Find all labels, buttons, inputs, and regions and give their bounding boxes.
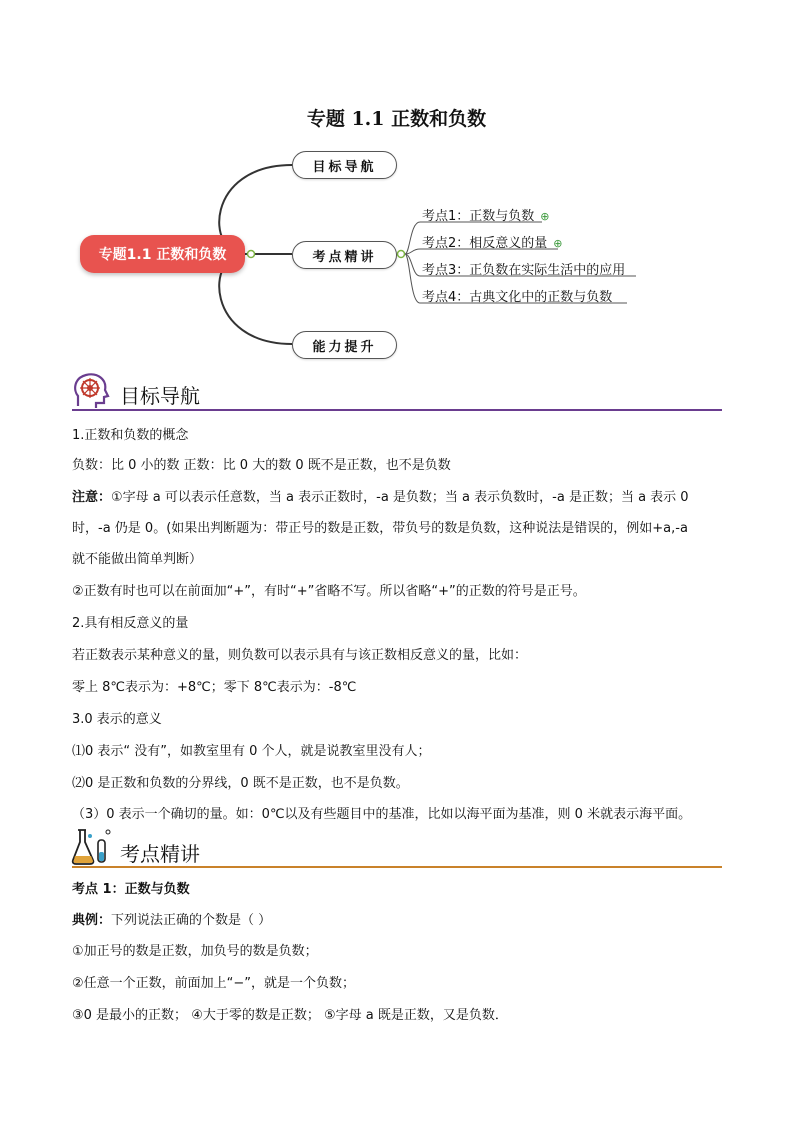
mindmap-connectors xyxy=(0,0,793,380)
point-title: 考点 1：正数与负数 xyxy=(72,882,190,897)
expand-icon[interactable]: ⊕ xyxy=(553,237,563,250)
text-line: 注意：①字母 a 可以表示任意数，当 a 表示正数时，-a 是负数；当 a 表示负数时，-a 是正数；当 a 表示 0 xyxy=(72,490,689,505)
flask-icon xyxy=(70,826,114,866)
mindmap-leaf-2[interactable]: 考点2：相反意义的量 ⊕ xyxy=(422,236,563,251)
text-line: ⑵0 是正数和负数的分界线，0 既不是正数，也不是负数。 xyxy=(72,776,409,791)
option-line: ②任意一个正数，前面加上“−”，就是一个负数； xyxy=(72,976,356,991)
text-line: 2.具有相反意义的量 xyxy=(72,616,189,631)
mindmap-leaf-3[interactable]: 考点3：正负数在实际生活中的应用 xyxy=(422,263,626,278)
section-title-points: 考点精讲 xyxy=(120,842,200,866)
example-label: 典例： xyxy=(72,913,112,928)
text-line: （3）0 表示一个确切的量。如：0℃以及有些题目中的基准，比如以海平面为基准，则 0 米就表示海平面。 xyxy=(72,807,692,822)
example-line: 典例：下列说法正确的个数是（ ） xyxy=(72,913,272,928)
text-line: ②正数有时也可以在前面加“+”，有时“+”省略不写。所以省略“+”的正数的符号是正号。 xyxy=(72,584,586,599)
page-title: 专题 1.1 正数和负数 xyxy=(306,108,487,130)
mindmap-root[interactable]: 专题1.1 正数和负数 xyxy=(80,235,245,273)
head-brain-icon xyxy=(72,372,112,410)
text-line: 若正数表示某种意义的量，则负数可以表示具有与该正数相反意义的量，比如： xyxy=(72,648,528,663)
text-line: 3.0 表示的意义 xyxy=(72,712,162,727)
mindmap-node-ability[interactable]: 能力提升 xyxy=(292,331,397,359)
section-title-goal: 目标导航 xyxy=(120,384,200,408)
text-line: 负数：比 0 小的数 正数：比 0 大的数 0 既不是正数，也不是负数 xyxy=(72,458,451,473)
text-line: 零上 8℃表示为：+8℃；零下 8℃表示为：-8℃ xyxy=(72,680,357,695)
section-divider xyxy=(72,409,722,411)
text-line: 1.正数和负数的概念 xyxy=(72,428,189,443)
option-line: ③0 是最小的正数； ④大于零的数是正数； ⑤字母 a 既是正数，又是负数． xyxy=(72,1008,508,1023)
text-line: 时，-a 仍是 0。(如果出判断题为：带正号的数是正数，带负号的数是负数，这种说法是错误的，例如+a,-a xyxy=(72,521,688,536)
note-label: 注意： xyxy=(72,490,112,505)
mindmap-node-goal[interactable]: 目标导航 xyxy=(292,151,397,179)
text-line: 就不能做出简单判断） xyxy=(72,552,203,567)
section-divider xyxy=(72,866,722,868)
expand-icon[interactable]: ⊕ xyxy=(540,210,550,223)
mindmap-node-points[interactable]: 考点精讲 xyxy=(292,241,397,269)
mindmap-leaf-1[interactable]: 考点1：正数与负数 ⊕ xyxy=(422,209,550,224)
mindmap-leaf-4[interactable]: 考点4：古典文化中的正数与负数 xyxy=(422,290,613,305)
option-line: ①加正号的数是正数，加负号的数是负数； xyxy=(72,944,318,959)
text-line: ⑴0 表示“ 没有”，如教室里有 0 个人，就是说教室里没有人； xyxy=(72,744,431,759)
